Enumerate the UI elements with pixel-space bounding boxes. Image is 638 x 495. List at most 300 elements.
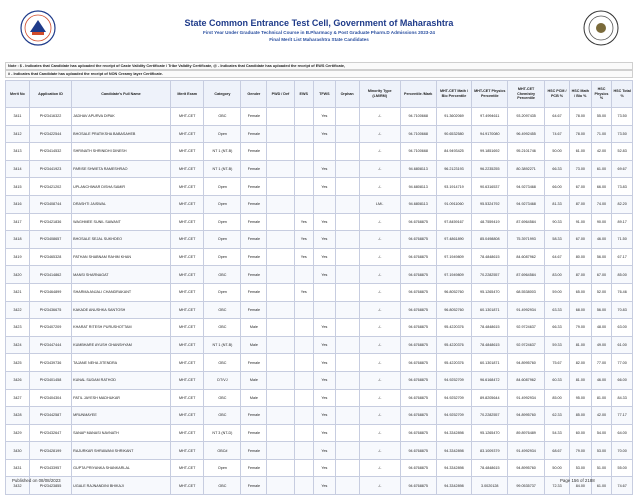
table-cell: 94.6768875 <box>400 266 436 284</box>
table-cell: 73.83 <box>612 178 633 196</box>
table-cell: 69.67 <box>612 160 633 178</box>
table-cell <box>294 178 314 196</box>
table-cell: 94.6808113 <box>400 195 436 213</box>
table-cell <box>267 108 294 126</box>
table-cell <box>335 442 359 460</box>
table-cell <box>294 389 314 407</box>
table-cell: 46.00 <box>591 371 612 389</box>
table-cell: PH23465328 <box>29 248 71 266</box>
table-cell: 93.2097435 <box>508 108 545 126</box>
table-cell: 80.00 <box>569 248 591 266</box>
table-cell: 79.00 <box>569 442 591 460</box>
table-row <box>6 354 633 372</box>
table-cell <box>335 424 359 442</box>
table-cell: 94.8995760 <box>508 459 545 477</box>
table-cell <box>294 371 314 389</box>
table-cell: 70.83 <box>612 301 633 319</box>
table-cell: PARISE SHWETA RAMESHRAO <box>72 160 171 178</box>
table-cell: LM/- <box>359 195 400 213</box>
table-cell: 81.00 <box>591 389 612 407</box>
table-cell: -/- <box>359 248 400 266</box>
table-cell: 3426 <box>6 371 30 389</box>
table-cell <box>267 319 294 337</box>
column-header: HSC PCM / PCB % <box>545 81 570 108</box>
table-cell: 61.00 <box>591 477 612 495</box>
table-header <box>6 81 633 108</box>
table-cell <box>335 213 359 231</box>
table-cell: 94.3342898 <box>436 424 472 442</box>
table-cell: PH23422544 <box>29 125 71 143</box>
column-header: Gender <box>241 81 267 108</box>
table-cell: MHT-CET <box>170 407 204 425</box>
table-cell: UGALE RAJNANDINI BHIKAJI <box>72 477 171 495</box>
table-cell: PH23401458 <box>29 371 71 389</box>
table-cell: Female <box>241 301 267 319</box>
table-cell: 67.00 <box>569 178 591 196</box>
table-cell: 74.00 <box>591 195 612 213</box>
table-cell: 94.6768875 <box>400 407 436 425</box>
table-cell: Yes <box>294 248 314 266</box>
table-cell: -/- <box>359 371 400 389</box>
table-cell <box>294 442 314 460</box>
table-cell: 50.00 <box>545 143 570 161</box>
table-cell: Open <box>204 125 241 143</box>
column-header: MHT-CET Math / Bio Percentile <box>436 81 472 108</box>
table-cell: 75.67 <box>545 354 570 372</box>
table-cell: 3420 <box>6 266 30 284</box>
table-cell: UPLANCHIWAR DISHA SAMIR <box>72 178 171 196</box>
table-cell: NT 3 (NT-D) <box>204 424 241 442</box>
table-cell: 59.00 <box>545 283 570 301</box>
table-cell: PH23423855 <box>29 477 71 495</box>
table-cell: 60.1301871 <box>472 301 508 319</box>
table-cell: 94.6768875 <box>400 424 436 442</box>
table-cell: Yes <box>314 442 336 460</box>
table-cell: MHT-CET <box>170 283 204 301</box>
table-cell: 61.00 <box>591 160 612 178</box>
notes-box <box>5 62 633 78</box>
table-cell: 94.7100668 <box>400 125 436 143</box>
table-cell: 94.6768875 <box>400 336 436 354</box>
table-cell: 3416 <box>6 195 30 213</box>
table-cell: 64.67 <box>545 248 570 266</box>
table-cell: Yes <box>314 213 336 231</box>
table-cell: 89.8205644 <box>472 389 508 407</box>
table-cell: 94.9252709 <box>436 371 472 389</box>
table-cell: 79.00 <box>569 319 591 337</box>
table-cell <box>267 248 294 266</box>
table-cell: MHT-CET <box>170 477 204 495</box>
table-cell: 46.00 <box>591 231 612 249</box>
table-cell: 3423 <box>6 319 30 337</box>
table-cell: Yes <box>314 354 336 372</box>
table-cell: Yes <box>314 266 336 284</box>
table-cell: 84.6087962 <box>508 248 545 266</box>
table-cell: -/- <box>359 125 400 143</box>
table-cell: KAKADE ANUSHKA SANTOSH <box>72 301 171 319</box>
table-cell: MHT-CET <box>170 178 204 196</box>
table-cell <box>294 266 314 284</box>
table-cell: 74.67 <box>612 477 633 495</box>
table-cell: PH23421202 <box>29 178 71 196</box>
table-cell <box>335 407 359 425</box>
table-cell: 75.3971993 <box>508 231 545 249</box>
table-cell: Yes <box>294 283 314 301</box>
table-cell: 90.33 <box>545 213 570 231</box>
table-cell: OBC <box>204 266 241 284</box>
table-cell: Female <box>241 160 267 178</box>
table-cell: 84.00 <box>569 477 591 495</box>
table-row <box>6 125 633 143</box>
table-cell: 94.9252709 <box>436 407 472 425</box>
table-row <box>6 143 633 161</box>
table-cell <box>267 407 294 425</box>
table-cell: 52.00 <box>591 283 612 301</box>
table-cell: -/- <box>359 143 400 161</box>
table-cell: 82.00 <box>569 354 591 372</box>
table-cell <box>267 477 294 495</box>
table-cell: 85.0498808 <box>472 231 508 249</box>
table-cell: 70.2282557 <box>472 407 508 425</box>
table-cell <box>314 195 336 213</box>
table-cell: 81.00 <box>569 336 591 354</box>
table-cell: MHT-CET <box>170 424 204 442</box>
table-cell: MHT-CET <box>170 266 204 284</box>
table-cell: 3427 <box>6 389 30 407</box>
table-cell: 87.00 <box>569 195 591 213</box>
table-cell: 94.6768875 <box>400 283 436 301</box>
table-cell: DT/VJ <box>204 371 241 389</box>
table-cell <box>294 160 314 178</box>
table-cell: 3419 <box>6 248 30 266</box>
table-cell: Open <box>204 178 241 196</box>
table-cell <box>335 195 359 213</box>
table-cell: 63.00 <box>612 319 633 337</box>
table-cell: Female <box>241 143 267 161</box>
table-cell: 3429 <box>6 424 30 442</box>
table-cell <box>294 477 314 495</box>
table-cell: 67.17 <box>612 248 633 266</box>
table-cell <box>267 195 294 213</box>
column-header: HSC Physics % <box>591 81 612 108</box>
table-cell: 72.33 <box>545 477 570 495</box>
table-cell <box>267 266 294 284</box>
table-cell: 70.00 <box>612 442 633 460</box>
table-cell: 3412 <box>6 125 30 143</box>
table-cell: 87.6964584 <box>508 266 545 284</box>
table-cell: -/- <box>359 231 400 249</box>
table-cell: 90.6532580 <box>436 125 472 143</box>
table-cell <box>335 125 359 143</box>
table-cell: 42.00 <box>591 407 612 425</box>
table-cell: Yes <box>314 459 336 477</box>
table-row <box>6 248 633 266</box>
table-cell: 3415 <box>6 178 30 196</box>
table-cell: -/- <box>359 178 400 196</box>
table-cell: 74.67 <box>545 125 570 143</box>
table-cell <box>335 389 359 407</box>
table-cell: Yes <box>314 178 336 196</box>
table-cell: 56.00 <box>591 248 612 266</box>
table-cell: 91.0911060 <box>436 195 472 213</box>
table-cell: 95.1265470 <box>472 283 508 301</box>
table-cell: 3432 <box>6 477 30 495</box>
table-cell: TAJANE NEHA JITENDRA <box>72 354 171 372</box>
table-cell: 77.00 <box>591 354 612 372</box>
table-cell: MHT-CET <box>170 319 204 337</box>
table-cell: 95.00 <box>569 389 591 407</box>
table-cell: 3425 <box>6 354 30 372</box>
table-cell: 94.7100668 <box>400 143 436 161</box>
table-cell: 94.6768875 <box>400 319 436 337</box>
table-cell: BHOSALE PRATIKSHA BABASAHEB <box>72 125 171 143</box>
table-cell <box>267 424 294 442</box>
table-cell: 90.6316537 <box>472 178 508 196</box>
table-cell <box>294 108 314 126</box>
table-cell: MHT-CET <box>170 442 204 460</box>
table-row <box>6 371 633 389</box>
table-cell: 95.2101746 <box>508 143 545 161</box>
table-cell: 94.6768875 <box>400 213 436 231</box>
table-cell: -/- <box>359 266 400 284</box>
table-cell: 83.1009379 <box>472 442 508 460</box>
table-cell: 81.33 <box>545 195 570 213</box>
column-header: HSC Math / Bio % <box>569 81 591 108</box>
table-cell: 94.6808113 <box>400 178 436 196</box>
table-cell: 3417 <box>6 213 30 231</box>
table-cell: Open <box>204 459 241 477</box>
table-cell: -/- <box>359 424 400 442</box>
table-cell: 93.1914719 <box>436 178 472 196</box>
table-cell: 97.4994611 <box>472 108 508 126</box>
table-cell: 59.33 <box>545 336 570 354</box>
table-cell: 65.00 <box>569 283 591 301</box>
table-cell: 94.6768875 <box>400 459 436 477</box>
table-cell: -/- <box>359 160 400 178</box>
table-row <box>6 459 633 477</box>
table-cell: 96.2123193 <box>436 160 472 178</box>
table-cell: 97.1949809 <box>436 266 472 284</box>
table-cell: Female <box>241 459 267 477</box>
table-cell: Yes <box>294 213 314 231</box>
table-cell: MHT-CET <box>170 125 204 143</box>
table-cell: 94.6768875 <box>400 354 436 372</box>
column-header: TFWS <box>314 81 336 108</box>
table-cell: 94.6768875 <box>400 301 436 319</box>
table-cell: PH23464899 <box>29 283 71 301</box>
table-cell: RAJURKAR SHRAWANI SHRIKANT <box>72 442 171 460</box>
table-cell: SHARMA ANJALI CHANDRAKANT <box>72 283 171 301</box>
table-cell <box>267 301 294 319</box>
table-cell: 85.00 <box>612 266 633 284</box>
table-cell: -/- <box>359 108 400 126</box>
table-cell <box>335 354 359 372</box>
table-cell: PATHAN SHABNAM RAHIM KHAN <box>72 248 171 266</box>
table-cell: 89.8976489 <box>508 424 545 442</box>
table-cell: 61.00 <box>612 336 633 354</box>
table-cell: Yes <box>314 319 336 337</box>
table-cell: 48.7559419 <box>472 213 508 231</box>
table-cell: 3428 <box>6 407 30 425</box>
table-cell: MHT-CET <box>170 160 204 178</box>
table-cell: PH23408744 <box>29 195 71 213</box>
table-cell: KHARAT RITESH PURUSHOTTAM <box>72 319 171 337</box>
table-cell: PH23447444 <box>29 336 71 354</box>
table-cell: MHT-CET <box>170 336 204 354</box>
table-cell: 67.00 <box>591 266 612 284</box>
table-cell: 3413 <box>6 143 30 161</box>
table-cell: 94.9170080 <box>472 125 508 143</box>
page-header <box>0 0 638 60</box>
table-cell <box>294 301 314 319</box>
table-cell <box>335 178 359 196</box>
table-cell: Male <box>241 371 267 389</box>
table-cell <box>267 160 294 178</box>
table-row <box>6 336 633 354</box>
table-cell <box>335 459 359 477</box>
column-header: Minority Type (LM/RM) <box>359 81 400 108</box>
table-cell <box>335 319 359 337</box>
table-cell: NT 1 (NT-B) <box>204 336 241 354</box>
table-cell: 84.6087962 <box>508 371 545 389</box>
table-cell: 3411 <box>6 108 30 126</box>
table-cell: 87.6964584 <box>508 213 545 231</box>
table-row <box>6 389 633 407</box>
table-cell: OBC <box>204 108 241 126</box>
table-cell: 3.0020128 <box>472 477 508 495</box>
table-row <box>6 195 633 213</box>
table-cell: PH23428199 <box>29 442 71 460</box>
column-header: Merit Exam <box>170 81 204 108</box>
table-row <box>6 442 633 460</box>
table-cell <box>267 459 294 477</box>
table-cell: 3431 <box>6 459 30 477</box>
table-cell: MHT-CET <box>170 231 204 249</box>
table-cell: 66.00 <box>545 178 570 196</box>
table-cell: WAGHMEE SUNIL SAWANT <box>72 213 171 231</box>
table-cell: 3414 <box>6 160 30 178</box>
table-cell: 89.17 <box>612 213 633 231</box>
table-cell: Female <box>241 248 267 266</box>
table-cell: 62.33 <box>545 407 570 425</box>
table-cell: 68.00 <box>569 301 591 319</box>
table-cell: PH23442587 <box>29 407 71 425</box>
table-cell: 95.4220376 <box>436 354 472 372</box>
table-row <box>6 283 633 301</box>
table-cell: 94.3342898 <box>436 442 472 460</box>
table-cell: -/- <box>359 283 400 301</box>
table-cell: 54.33 <box>545 424 570 442</box>
table-cell: MHT-CET <box>170 108 204 126</box>
table-cell: -/- <box>359 389 400 407</box>
table-cell <box>294 125 314 143</box>
table-cell: Female <box>241 407 267 425</box>
table-cell <box>267 231 294 249</box>
table-cell: 76.46 <box>612 283 633 301</box>
table-cell <box>314 283 336 301</box>
table-cell: 94.6768875 <box>400 248 436 266</box>
table-cell: OBC <box>204 301 241 319</box>
table-cell: Female <box>241 195 267 213</box>
table-cell: 94.6768875 <box>400 231 436 249</box>
table-cell: Male <box>241 389 267 407</box>
table-cell: Yes <box>314 389 336 407</box>
table-cell: Female <box>241 213 267 231</box>
table-cell: Open <box>204 283 241 301</box>
table-cell: 60.33 <box>545 371 570 389</box>
table-cell: Male <box>241 319 267 337</box>
table-cell: 92.9724637 <box>508 319 545 337</box>
column-header: Percentile /Mark <box>400 81 436 108</box>
table-cell: NT 1 (NT-B) <box>204 143 241 161</box>
table-cell: 95.1265470 <box>472 424 508 442</box>
table-cell <box>294 459 314 477</box>
table-cell: 55.00 <box>612 459 633 477</box>
table-cell: Yes <box>314 125 336 143</box>
table-cell: -/- <box>359 301 400 319</box>
table-row <box>6 213 633 231</box>
table-cell: 94.6768875 <box>400 442 436 460</box>
table-cell: 78.4848615 <box>472 336 508 354</box>
table-cell: PH23416322 <box>29 108 71 126</box>
table-row <box>6 266 633 284</box>
column-header: MHT-CET Physics Percentile <box>472 81 508 108</box>
table-cell <box>335 266 359 284</box>
table-cell: NT 1 (NT-B) <box>204 160 241 178</box>
table-cell: 3421 <box>6 283 30 301</box>
table-cell: -/- <box>359 354 400 372</box>
table-cell <box>294 407 314 425</box>
table-cell: PH23408657 <box>29 231 71 249</box>
table-cell: 3424 <box>6 336 30 354</box>
table-cell: JADHAV APURVA DIPAK <box>72 108 171 126</box>
table-cell <box>335 371 359 389</box>
table-cell: 42.00 <box>591 143 612 161</box>
table-cell <box>267 371 294 389</box>
table-cell: 50.00 <box>545 459 570 477</box>
table-cell <box>314 143 336 161</box>
column-header: PWD / Def <box>267 81 294 108</box>
table-cell: 81.00 <box>569 371 591 389</box>
table-cell: 94.7100668 <box>400 108 436 126</box>
table-cell: Female <box>241 283 267 301</box>
table-cell <box>314 301 336 319</box>
table-cell: 77.17 <box>612 407 633 425</box>
table-cell: PH23407209 <box>29 319 71 337</box>
table-cell: 3422 <box>6 301 30 319</box>
table-cell: 70.2282557 <box>472 266 508 284</box>
table-cell: 84.33 <box>612 389 633 407</box>
table-cell <box>294 143 314 161</box>
table-cell: -/- <box>359 459 400 477</box>
table-cell: 94.8995760 <box>508 354 545 372</box>
table-cell: GUPTA PRIYANKA SHANKARLAL <box>72 459 171 477</box>
column-header: HSC Total % <box>612 81 633 108</box>
table-cell <box>335 108 359 126</box>
table-cell: 63.33 <box>545 301 570 319</box>
table-cell: PH23414862 <box>29 266 71 284</box>
table-cell: PH23441923 <box>29 160 71 178</box>
table-cell: 94.9273468 <box>508 195 545 213</box>
table-cell: PH23421836 <box>29 213 71 231</box>
table-cell: SHRINATH SHRINIDHI DINESH <box>72 143 171 161</box>
table-cell <box>267 213 294 231</box>
table-cell: Open <box>204 213 241 231</box>
table-cell: 68.67 <box>545 442 570 460</box>
table-cell: OBC <box>204 407 241 425</box>
merit-list-table <box>5 80 633 495</box>
table-cell: Female <box>241 125 267 143</box>
